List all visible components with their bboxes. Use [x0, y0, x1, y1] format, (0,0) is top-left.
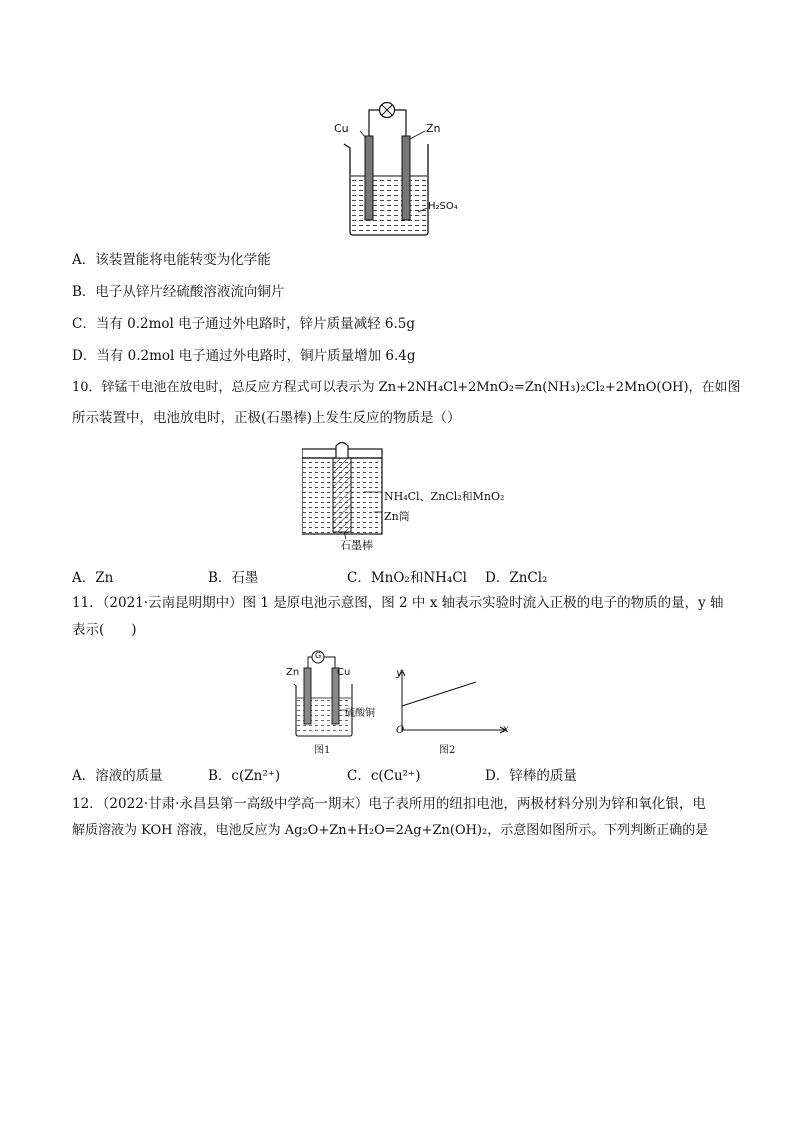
fig1-cu-label: Cu: [337, 667, 351, 678]
fig2-caption: 图2: [439, 745, 456, 756]
q12-stem-line2: 解质溶液为 KOH 溶液，电池反应为 Ag₂O+Zn+H₂O=2Ag+Zn(OH)₂，示意图如图所示。下列判断正确的是: [72, 823, 709, 838]
dry-cell-rod-label: 石墨棒: [340, 539, 373, 552]
fig1-solution-label: 硫酸铜: [345, 708, 375, 719]
dry-cell-mix-label: NH₄Cl、ZnCl₂和MnO₂: [384, 490, 505, 503]
fig2-x-label: x: [503, 724, 509, 735]
q10-option-d: D．ZnCl₂: [485, 570, 548, 586]
graph-figure-2: [396, 668, 512, 736]
fig2-y-label: y: [396, 668, 402, 679]
graph-line: [402, 682, 476, 706]
fig1-zn-label: Zn: [286, 667, 300, 678]
q10-option-a: A．Zn: [72, 570, 114, 586]
cell-figure-1: [284, 648, 370, 740]
q9-option-b: B．电子从锌片经硫酸溶液流向铜片: [72, 284, 285, 300]
q10-stem-line2: 所示装置中，电池放电时，正极(石墨棒)上发生反应的物质是（）: [72, 410, 461, 426]
q9-option-c: C．当有 0.2mol 电子通过外电路时，锌片质量减轻 6.5g: [72, 316, 416, 332]
q11-option-c: C．c(Cu²⁺): [347, 768, 421, 784]
q10-option-c: C．MnO₂和NH₄Cl: [347, 570, 467, 586]
q11-option-a: A．溶液的质量: [72, 768, 163, 784]
q11-option-d: D．锌棒的质量: [485, 768, 577, 784]
dry-cell-zn-label: Zn筒: [384, 510, 410, 523]
q9-option-d: D．当有 0.2mol 电子通过外电路时，铜片质量增加 6.4g: [72, 348, 416, 364]
q11-option-b: B．c(Zn²⁺): [208, 768, 281, 784]
cu-electrode: [365, 136, 373, 220]
fig2-origin-label: O: [396, 725, 405, 736]
q11-stem-line1: 11．（2021·云南昆明期中）图 1 是原电池示意图，图 2 中 x 轴表示实验时流入正极的电子的物质的量，y 轴: [72, 595, 724, 611]
fig1-caption: 图1: [314, 745, 331, 756]
q11-stem-line2: 表示( ): [72, 622, 137, 638]
q10-option-b: B．石墨: [208, 570, 259, 586]
dry-cell-figure: [302, 440, 384, 540]
zn-electrode: [402, 136, 410, 220]
cu-label: Cu: [334, 122, 349, 135]
q12-stem-line1: 12．（2022·甘肃·永昌县第一高级中学高一期末）电子表所用的纽扣电池，两极材料分别为锌和氧化银，电: [72, 796, 706, 812]
q10-stem-line1: 10．锌锰干电池在放电时，总反应方程式可以表示为 Zn+2NH₄Cl+2MnO₂=Zn(NH₃)₂Cl₂+2MnO(OH)，在如图: [72, 380, 741, 395]
cu-zn-cell-figure: [330, 98, 450, 238]
h2so4-label: H₂SO₄: [428, 201, 458, 212]
zn-label: Zn: [426, 122, 441, 135]
graphite-rod: [333, 458, 351, 532]
fig1-g-label: G: [315, 651, 322, 660]
q9-option-a: A．该装置能将电能转变为化学能: [72, 252, 271, 268]
